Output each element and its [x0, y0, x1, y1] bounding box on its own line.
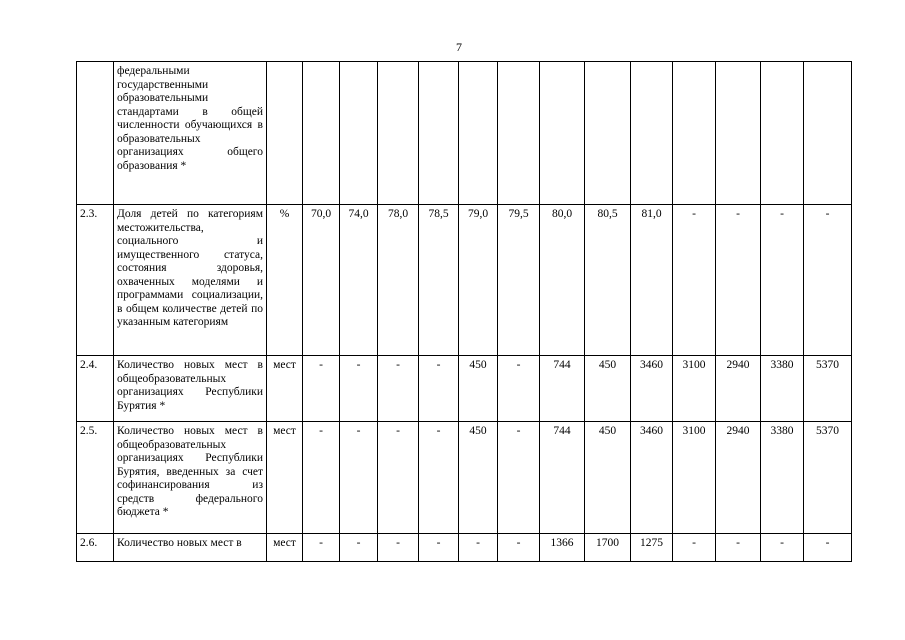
value-cell: 450	[585, 356, 631, 422]
value-cell	[419, 62, 459, 205]
value-cell: 450	[459, 422, 498, 534]
value-cell: -	[303, 356, 340, 422]
row-number-cell	[77, 62, 114, 205]
value-cell: 3100	[673, 356, 716, 422]
value-cell: -	[498, 422, 540, 534]
value-cell: 744	[540, 422, 585, 534]
value-cell: 3100	[673, 422, 716, 534]
value-cell: 5370	[804, 356, 852, 422]
value-cell: -	[673, 205, 716, 356]
table-row	[77, 205, 852, 356]
value-cell: 78,0	[378, 205, 419, 356]
indicator-description-cell: Количество новых мест в	[114, 534, 267, 562]
value-cell: 1700	[585, 534, 631, 562]
value-cell: 1275	[631, 534, 673, 562]
value-cell: 3380	[761, 422, 804, 534]
value-cell	[631, 62, 673, 205]
value-cell: -	[419, 534, 459, 562]
value-cell	[761, 62, 804, 205]
value-cell: -	[804, 534, 852, 562]
value-cell: 70,0	[303, 205, 340, 356]
value-cell: -	[459, 534, 498, 562]
value-cell	[498, 62, 540, 205]
value-cell	[303, 62, 340, 205]
value-cell: -	[498, 534, 540, 562]
value-cell	[585, 62, 631, 205]
value-cell: -	[378, 356, 419, 422]
value-cell	[378, 62, 419, 205]
value-cell: -	[716, 205, 761, 356]
table-row	[77, 62, 852, 205]
table-row	[77, 534, 852, 562]
value-cell: 3460	[631, 422, 673, 534]
value-cell: 80,0	[540, 205, 585, 356]
value-cell: -	[419, 356, 459, 422]
indicator-description-cell: Количество новых мест в общеобразовательных организациях Республики Бурятия *	[114, 356, 267, 422]
indicators-table	[76, 61, 852, 562]
value-cell: -	[340, 356, 378, 422]
value-cell: -	[761, 205, 804, 356]
page-number: 7	[456, 40, 462, 54]
value-cell: -	[498, 356, 540, 422]
unit-cell	[267, 62, 303, 205]
value-cell: -	[303, 534, 340, 562]
value-cell: 1366	[540, 534, 585, 562]
indicator-description-cell: федеральными государственными образовательными стандартами в общей численности обучающихся в образовательных организациях общего образования *	[114, 62, 267, 205]
value-cell: -	[804, 205, 852, 356]
value-cell	[340, 62, 378, 205]
value-cell: 79,0	[459, 205, 498, 356]
value-cell: 2940	[716, 422, 761, 534]
unit-cell: мест	[267, 422, 303, 534]
value-cell: 450	[585, 422, 631, 534]
value-cell	[804, 62, 852, 205]
value-cell: 81,0	[631, 205, 673, 356]
unit-cell: %	[267, 205, 303, 356]
value-cell: -	[673, 534, 716, 562]
value-cell: -	[378, 534, 419, 562]
unit-cell: мест	[267, 356, 303, 422]
indicator-description-cell: Доля детей по категориям местожительства, социального и имущественного статуса, состояния здоровья, охваченных моделями и программами социализации, в общем количестве детей по указанным категориям	[114, 205, 267, 356]
value-cell: 3460	[631, 356, 673, 422]
value-cell: -	[716, 534, 761, 562]
value-cell: -	[419, 422, 459, 534]
value-cell: 74,0	[340, 205, 378, 356]
value-cell: 80,5	[585, 205, 631, 356]
value-cell: -	[378, 422, 419, 534]
row-number-cell: 2.5.	[77, 422, 114, 534]
value-cell	[716, 62, 761, 205]
value-cell: -	[340, 534, 378, 562]
value-cell: 2940	[716, 356, 761, 422]
table-body	[77, 62, 852, 562]
value-cell: 744	[540, 356, 585, 422]
row-number-cell: 2.3.	[77, 205, 114, 356]
table-row	[77, 422, 852, 534]
value-cell: 78,5	[419, 205, 459, 356]
value-cell: -	[761, 534, 804, 562]
value-cell	[459, 62, 498, 205]
value-cell: -	[303, 422, 340, 534]
value-cell: 450	[459, 356, 498, 422]
value-cell: 5370	[804, 422, 852, 534]
row-number-cell: 2.4.	[77, 356, 114, 422]
unit-cell: мест	[267, 534, 303, 562]
indicator-description-cell: Количество новых мест в общеобразовательных организациях Республики Бурятия, введенных за счет софинансирования из средств федерального бюджета *	[114, 422, 267, 534]
value-cell: 79,5	[498, 205, 540, 356]
value-cell: -	[340, 422, 378, 534]
value-cell	[673, 62, 716, 205]
value-cell	[540, 62, 585, 205]
table-row	[77, 356, 852, 422]
row-number-cell: 2.6.	[77, 534, 114, 562]
value-cell: 3380	[761, 356, 804, 422]
